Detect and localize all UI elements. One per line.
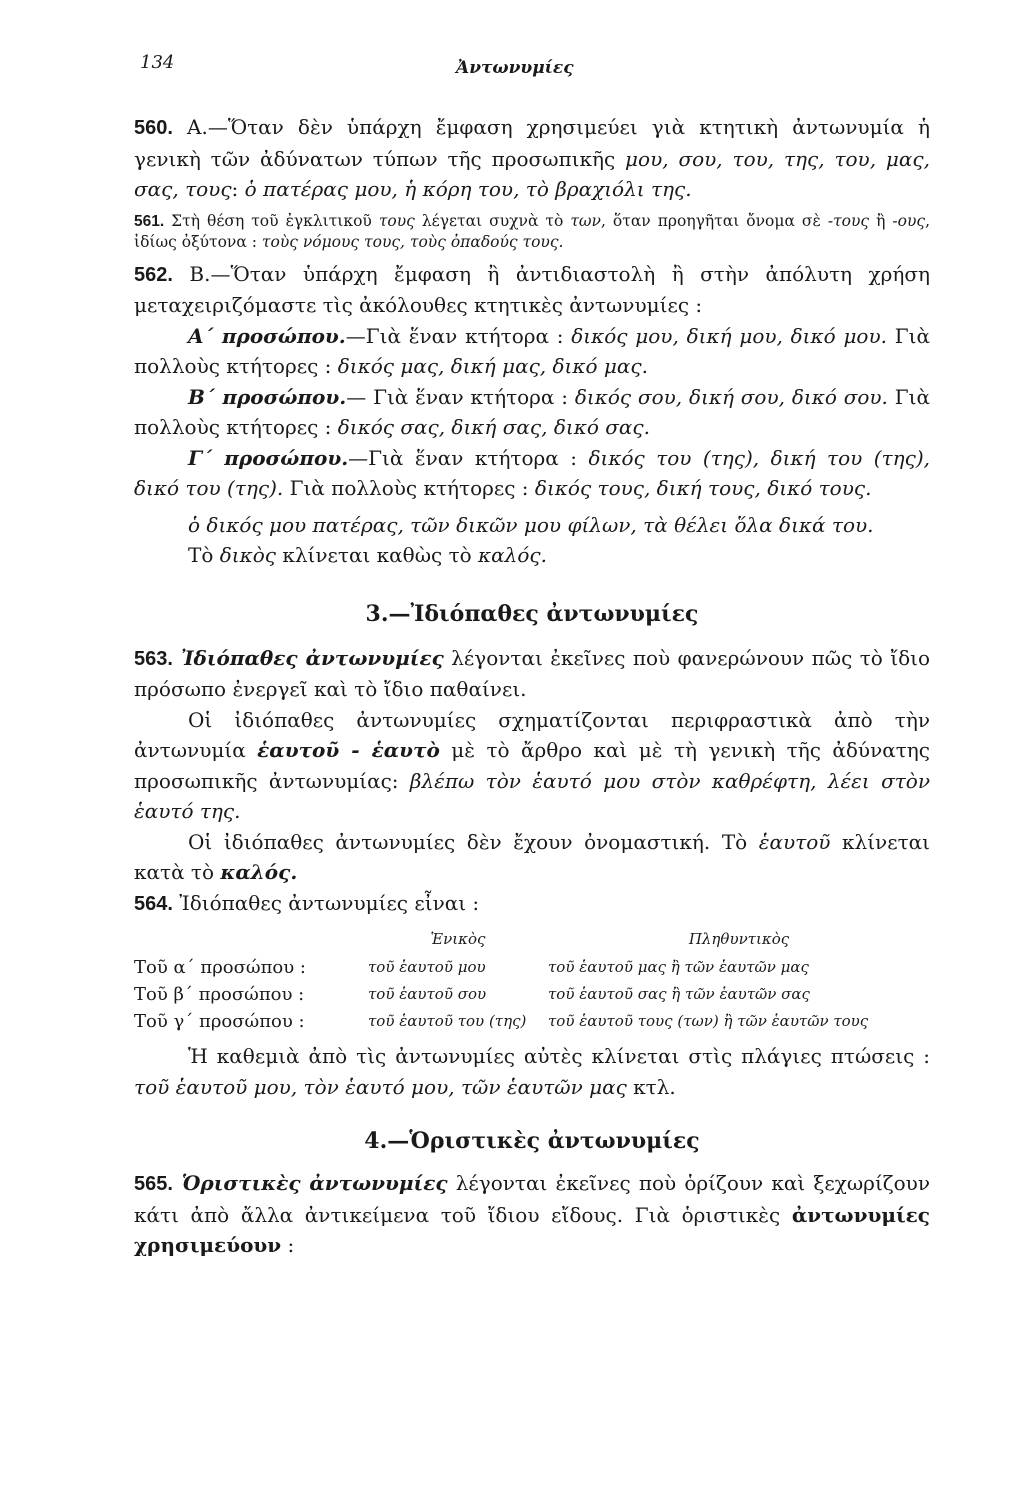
- paragraph-562: 562. Β.—Ὅταν ὑπάρχη ἔμφαση ἢ ἀντιδιαστολὴ ἢ στὴν ἀπόλυτη χρήση μεταχειριζόμαστε τὶς ἀκόλουθες κτητικὲς ἀντωνυμίες :: [134, 261, 930, 317]
- paragraph-number: 560.: [134, 117, 173, 139]
- paragraph-560: 560. Α.—Ὅταν δὲν ὑπάρχη ἔμφαση χρησιμεύει γιὰ κτητικὴ ἀντωνυμία ἡ γενικὴ τῶν ἀδύνατων τύπων τῆς προσωπικῆς μου, σου, του, της, του, μας, σας, τους: ὁ πατέρας μου, ἡ κόρη του, τὸ βραχιόλι της.: [134, 115, 930, 201]
- paragraph-564: 564. Ἰδιόπαθες ἀντωνυμίες εἶναι :: [134, 890, 480, 915]
- declension-note: Τὸ δικὸς κλίνεται καθὼς τὸ καλός.: [188, 543, 547, 567]
- person-1-forms: Α΄ προσώπου.—Γιὰ ἕναν κτήτορα : δικός μου, δική μου, δικό μου. Γιὰ πολλοὺς κτήτορες : δικός μας, δική μας, δικό μας.: [134, 323, 930, 378]
- table-row: Τοῦ α΄ προσώπου : τοῦ ἑαυτοῦ μου τοῦ ἑαυτοῦ μας ἢ τῶν ἑαυτῶν μας: [134, 957, 809, 978]
- paragraph-561: 561. Στὴ θέση τοῦ ἐγκλιτικοῦ τους λέγεται συχνὰ τὸ των, ὅταν προηγῆται ὄνομα σὲ -τους ἢ -ους, ἰδίως ὀξύτονα : τοὺς νόμους τους, τοὺς ὀπαδούς τους.: [134, 211, 931, 251]
- paragraph-number: 563.: [134, 647, 173, 670]
- paragraph-number: 562.: [134, 263, 173, 286]
- paragraph-563-declension: Οἱ ἰδιόπαθες ἀντωνυμίες δὲν ἔχουν ὀνομαστική. Τὸ ἑαυτοῦ κλίνεται κατὰ τὸ καλός.: [134, 829, 930, 884]
- paragraph-564-oblique-cases: Ἡ καθεμιὰ ἀπὸ τὶς ἀντωνυμίες αὐτὲς κλίνεται στὶς πλάγιες πτώσεις : τοῦ ἑαυτοῦ μου, τὸν ἑαυτό μου, τῶν ἑαυτῶν μας κτλ.: [134, 1044, 930, 1099]
- paragraph-565: 565. Ὁριστικὲς ἀντωνυμίες λέγονται ἐκεῖνες ποὺ ὁρίζουν καὶ ξεχωρίζουν κάτι ἀπὸ ἄλλα ἀντικείμενα τοῦ ἴδιου εἴδους. Γιὰ ὁριστικὲς ἀντωνυμίες χρησιμεύουν :: [134, 1171, 930, 1257]
- running-title: Ἀντωνυμίες: [456, 58, 574, 78]
- example-sentence: ὁ δικός μου πατέρας, τῶν δικῶν μου φίλων, τὰ θέλει ὅλα δικά του.: [188, 512, 874, 537]
- reflexive-pronoun-table: [134, 929, 930, 1035]
- column-header-plural: Πληθυντικὸς: [688, 930, 790, 948]
- person-3-forms: Γ΄ προσώπου.—Γιὰ ἕναν κτήτορα : δικός του (της), δική του (της), δικό του (της). Γιὰ πολλοὺς κτήτορες : δικός τους, δική τους, δικό τους.: [134, 445, 930, 500]
- paragraph-number: 565.: [134, 1173, 173, 1195]
- person-2-forms: Β΄ προσώπου.— Γιὰ ἕναν κτήτορα : δικός σου, δική σου, δικό σου. Γιὰ πολλοὺς κτήτορες : δικός σας, δική σας, δικό σας.: [134, 384, 930, 439]
- section-heading-3: 3.—Ἰδιόπαθες ἀντωνυμίες: [365, 600, 699, 627]
- column-header-singular: Ἑνικὸς: [430, 930, 486, 948]
- paragraph-number: 561.: [134, 212, 165, 230]
- section-heading-4: 4.—Ὁριστικὲς ἀντωνυμίες: [364, 1128, 700, 1154]
- paragraph-563: 563. Ἰδιόπαθες ἀντωνυμίες λέγονται ἐκεῖνες ποὺ φανερώνουν πῶς τὸ ἴδιο πρόσωπο ἐνεργεῖ καὶ τὸ ἴδιο παθαίνει.: [134, 645, 930, 701]
- page-number: 134: [140, 52, 175, 73]
- page-body: [134, 112, 930, 1261]
- paragraph-563-formation: Οἱ ἰδιόπαθες ἀντωνυμίες σχηματίζονται περιφραστικὰ ἀπὸ τὴν ἀντωνυμία ἑαυτοῦ - ἑαυτὸ μὲ τὸ ἄρθρο καὶ μὲ τὴ γενικὴ τῆς ἀδύνατης προσωπικῆς ἀντωνυμίας: βλέπω τὸν ἑαυτό μου στὸν καθρέφτη, λέει στὸν ἑαυτό της.: [134, 707, 930, 823]
- table-row: Τοῦ γ΄ προσώπου : τοῦ ἑαυτοῦ του (της) τοῦ ἑαυτοῦ τους (των) ἢ τῶν ἑαυτῶν τους: [134, 1011, 869, 1032]
- paragraph-number: 564.: [134, 892, 173, 915]
- table-row: Τοῦ β΄ προσώπου : τοῦ ἑαυτοῦ σου τοῦ ἑαυτοῦ σας ἢ τῶν ἑαυτῶν σας: [134, 984, 810, 1005]
